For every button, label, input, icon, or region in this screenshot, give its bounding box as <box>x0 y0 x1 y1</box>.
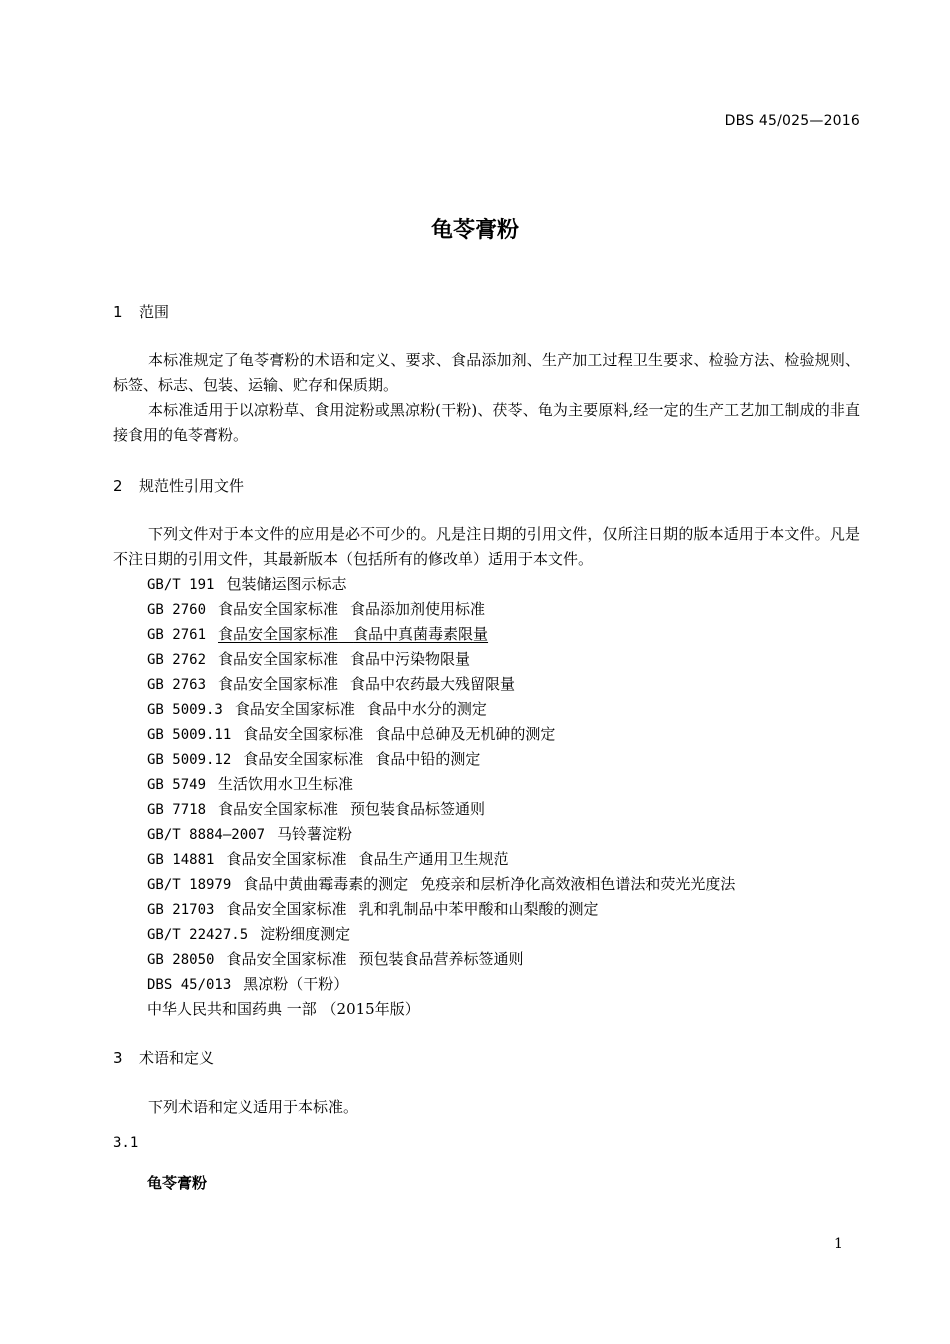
section-title: 术语和定义 <box>139 1049 215 1067</box>
reference-subtitle: 食品生产通用卫生规范 <box>358 850 509 868</box>
section-number: 3 <box>113 1049 123 1067</box>
section-heading-references <box>113 475 244 496</box>
reference-item <box>147 847 735 872</box>
reference-title: 中华人民共和国药典 一部 （2015年版） <box>147 1000 420 1018</box>
reference-title: 食品安全国家标准 <box>226 950 347 968</box>
reference-code: GB/T 8884—2007 <box>147 827 266 843</box>
reference-title: 食品安全国家标准 <box>226 850 347 868</box>
reference-subtitle: 乳和乳制品中苯甲酸和山梨酸的测定 <box>358 900 599 918</box>
terms-intro: 下列术语和定义适用于本标准。 <box>148 1098 359 1116</box>
document-title: 龟苓膏粉 <box>430 218 519 243</box>
reference-subtitle: 食品中总砷及无机砷的测定 <box>375 725 556 743</box>
reference-title: 淀粉细度测定 <box>260 925 351 943</box>
reference-item <box>147 722 735 747</box>
reference-subtitle: 食品中污染物限量 <box>350 650 471 668</box>
section-number: 2 <box>113 477 123 495</box>
reference-title: 食品安全国家标准 <box>243 750 364 768</box>
reference-code: GB 2762 <box>147 652 207 668</box>
subsection-number: 3.1 <box>113 1135 139 1151</box>
reference-item <box>147 822 735 847</box>
reference-title: 食品安全国家标准 <box>226 900 347 918</box>
reference-code: DBS 45/013 <box>147 977 232 993</box>
reference-subtitle: 免疫亲和层析净化高效液相色谱法和荧光光度法 <box>420 875 736 893</box>
reference-item <box>147 672 735 697</box>
reference-code: GB 2760 <box>147 602 207 618</box>
reference-item <box>147 972 735 997</box>
section-number: 1 <box>113 303 123 321</box>
reference-code: GB 5749 <box>147 777 207 793</box>
reference-item <box>147 872 735 897</box>
reference-code: GB 2763 <box>147 677 207 693</box>
reference-title: 食品安全国家标准 <box>218 800 339 818</box>
reference-item <box>147 697 735 722</box>
reference-item <box>147 772 735 797</box>
reference-item <box>147 797 735 822</box>
reference-list <box>147 572 735 1022</box>
reference-subtitle: 食品中铅的测定 <box>375 750 481 768</box>
reference-subtitle: 预包装食品营养标签通则 <box>358 950 524 968</box>
reference-code: GB 21703 <box>147 902 215 918</box>
reference-item <box>147 597 735 622</box>
reference-code: GB 7718 <box>147 802 207 818</box>
reference-code: GB 5009.11 <box>147 727 232 743</box>
reference-title: 食品安全国家标准 <box>218 675 339 693</box>
reference-code: GB/T 22427.5 <box>147 927 249 943</box>
reference-title: 食品安全国家标准 <box>218 625 339 643</box>
section-title: 范围 <box>139 303 170 321</box>
reference-title-underlined <box>218 625 488 643</box>
reference-code: GB 5009.3 <box>147 702 223 718</box>
reference-item <box>147 947 735 972</box>
reference-title: 食品中黄曲霉毒素的测定 <box>243 875 409 893</box>
reference-code: GB 5009.12 <box>147 752 232 768</box>
reference-code: GB/T 18979 <box>147 877 232 893</box>
reference-item <box>147 897 735 922</box>
scope-paragraph-2: 本标准适用于以凉粉草、食用淀粉或黑凉粉(干粉)、茯苓、龟为主要原料,经一定的生产工艺加工制成的非直接食用的龟苓膏粉。 <box>113 401 860 444</box>
section-title: 规范性引用文件 <box>139 477 245 495</box>
reference-title: 马铃薯淀粉 <box>277 825 353 843</box>
reference-title: 食品安全国家标准 <box>218 600 339 618</box>
reference-code: GB/T 191 <box>147 577 215 593</box>
reference-title: 食品安全国家标准 <box>234 700 355 718</box>
reference-item <box>147 572 735 597</box>
reference-title: 黑凉粉（干粉） <box>243 975 349 993</box>
reference-code: GB 14881 <box>147 852 215 868</box>
reference-subtitle: 食品中真菌毒素限量 <box>353 625 489 643</box>
document-code: DBS 45/025—2016 <box>724 113 860 129</box>
reference-subtitle: 食品中农药最大残留限量 <box>350 675 516 693</box>
reference-title: 食品安全国家标准 <box>218 650 339 668</box>
scope-paragraph-1: 本标准规定了龟苓膏粉的术语和定义、要求、食品添加剂、生产加工过程卫生要求、检验方法、检验规则、标签、标志、包装、运输、贮存和保质期。 <box>113 351 860 394</box>
term-title: 龟苓膏粉 <box>147 1174 208 1192</box>
section-heading-scope <box>113 301 169 322</box>
reference-subtitle: 预包装食品标签通则 <box>350 800 486 818</box>
section-heading-terms <box>113 1047 214 1068</box>
reference-item <box>147 647 735 672</box>
reference-title: 食品安全国家标准 <box>243 725 364 743</box>
reference-subtitle: 食品添加剂使用标准 <box>350 600 486 618</box>
reference-item <box>147 747 735 772</box>
reference-item-pharmacopoeia <box>147 997 735 1022</box>
page-number: 1 <box>834 1236 843 1252</box>
reference-title: 包装储运图示标志 <box>226 575 347 593</box>
reference-title: 生活饮用水卫生标准 <box>218 775 354 793</box>
reference-code: GB 28050 <box>147 952 215 968</box>
reference-subtitle: 食品中水分的测定 <box>366 700 487 718</box>
reference-item <box>147 922 735 947</box>
reference-item <box>147 622 735 647</box>
references-intro: 下列文件对于本文件的应用是必不可少的。凡是注日期的引用文件，仅所注日期的版本适用于本文件。凡是不注日期的引用文件，其最新版本（包括所有的修改单）适用于本文件。 <box>113 525 860 568</box>
reference-code: GB 2761 <box>147 627 207 643</box>
